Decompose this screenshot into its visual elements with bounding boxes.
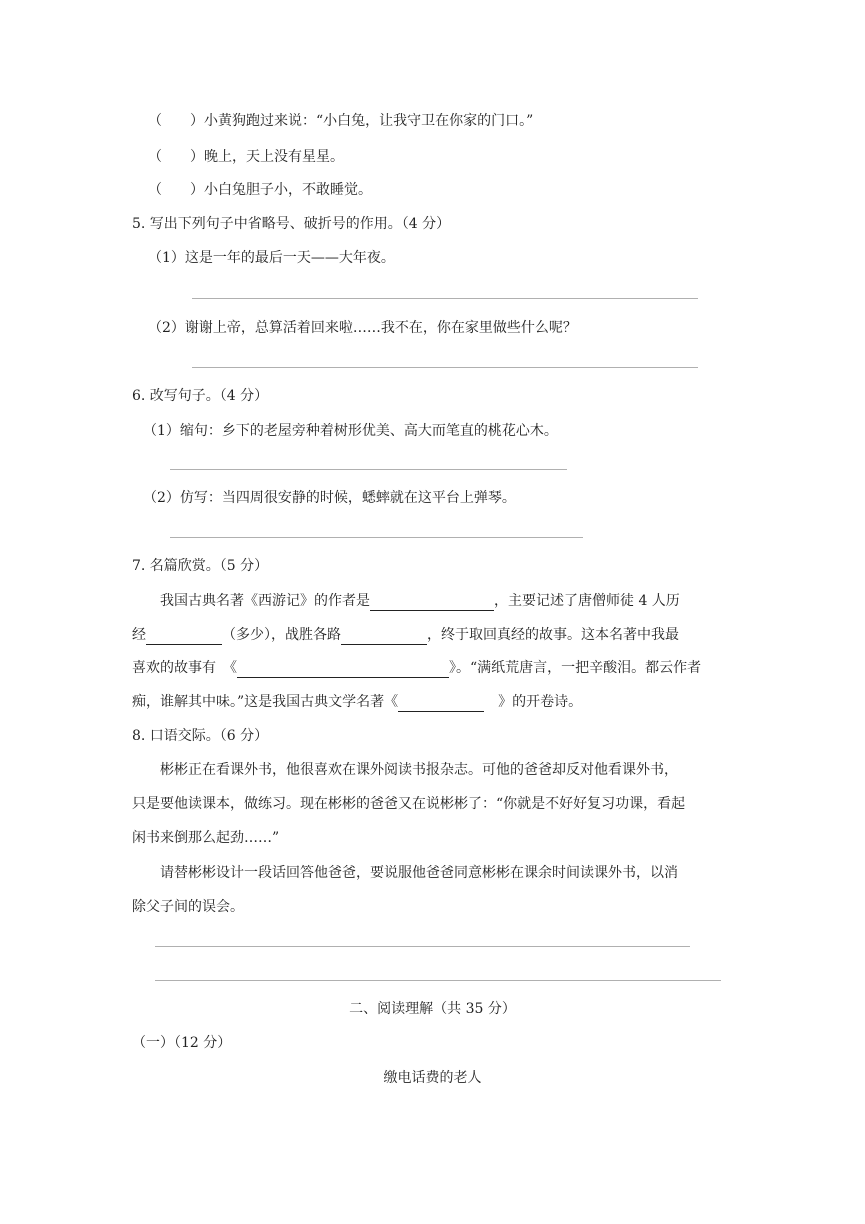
order-paren: （ ）: [148, 113, 204, 129]
author-blank[interactable]: [370, 594, 494, 611]
q8-title: 8. 口语交际。（6 分）: [132, 728, 269, 744]
q5-answer-line-1[interactable]: [192, 298, 698, 299]
q6-sentence-2: （2）仿写：当四周很安静的时候，蟋蟀就在这平台上弹琴。: [143, 490, 516, 506]
order-text: 小白兔胆子小，不敢睡觉。: [204, 182, 372, 198]
book-blank[interactable]: [398, 695, 484, 712]
q7-line-4: [132, 692, 582, 712]
order-paren: （ ）: [148, 182, 204, 198]
order-item-3: [148, 180, 372, 200]
story-blank[interactable]: [237, 661, 449, 678]
q5-sentence-1: （1）这是一年的最后一天——大年夜。: [148, 250, 395, 266]
order-paren: （ ）: [148, 149, 204, 165]
q5-answer-line-2[interactable]: [192, 367, 698, 368]
q7-title: 7. 名篇欣赏。（5 分）: [132, 558, 269, 574]
q8-paragraph-line: 只是要他读课本，做练习。现在彬彬的爸爸又在说彬彬了：“你就是不好好复习功课，看起: [132, 796, 686, 812]
q6-sentence-1: （1）缩句：乡下的老屋旁种着树形优美、高大而笔直的桃花心木。: [143, 423, 558, 439]
order-item-2: [148, 147, 344, 167]
enemies-blank[interactable]: [341, 628, 427, 645]
q5-title: 5. 写出下列句子中省略号、破折号的作用。（4 分）: [132, 216, 451, 232]
q7-text: 》。“满纸荒唐言，一把辛酸泪。都云作者: [449, 660, 702, 676]
q8-answer-line-1[interactable]: [155, 946, 690, 947]
q7-line-1: [160, 591, 680, 611]
q5-sentence-2: （2）谢谢上帝，总算活着回来啦……我不在，你在家里做些什么呢？: [148, 320, 577, 336]
subsection-title: （一）（12 分）: [132, 1035, 232, 1051]
q7-line-3: [132, 658, 701, 678]
q6-answer-line-1[interactable]: [170, 469, 567, 470]
q7-text: ，终于取回真经的故事。这本名著中我最: [427, 627, 679, 643]
count-blank[interactable]: [146, 628, 222, 645]
q7-text: 我国古典名著《西游记》的作者是: [160, 593, 370, 609]
q6-answer-line-2[interactable]: [170, 537, 583, 538]
q6-title: 6. 改写句子。（4 分）: [132, 388, 269, 404]
q8-answer-line-2[interactable]: [155, 980, 721, 981]
order-text: 小黄狗跑过来说：“小白兔，让我守卫在你家的门口。”: [204, 113, 534, 129]
q7-text: 经: [132, 627, 146, 643]
q7-text: ，主要记述了唐僧师徒 4 人历: [494, 593, 680, 609]
q7-text: （多少），战胜各路: [222, 627, 341, 643]
order-text: 晚上，天上没有星星。: [204, 149, 344, 165]
section-title: 二、阅读理解（共 35 分）: [349, 1001, 516, 1017]
story-title: 缴电话费的老人: [383, 1070, 482, 1086]
order-item-1: [148, 111, 533, 131]
q7-line-2: [132, 625, 679, 645]
q7-text: 喜欢的故事有 《: [132, 660, 237, 676]
q7-text: 痴，谁解其中味。”这是我国古典文学名著《: [132, 694, 399, 710]
q8-paragraph-line: 请替彬彬设计一段话回答他爸爸，要说服他爸爸同意彬彬在课余时间读课外书，以消: [160, 865, 678, 881]
q8-paragraph-line: 彬彬正在看课外书，他很喜欢在课外阅读书报杂志。可他的爸爸却反对他看课外书，: [160, 762, 678, 778]
q8-paragraph-line: 除父子间的误会。: [132, 899, 244, 915]
q8-paragraph-line: 闲书来倒那么起劲……”: [132, 830, 280, 846]
q7-text: 》的开卷诗。: [484, 694, 583, 710]
